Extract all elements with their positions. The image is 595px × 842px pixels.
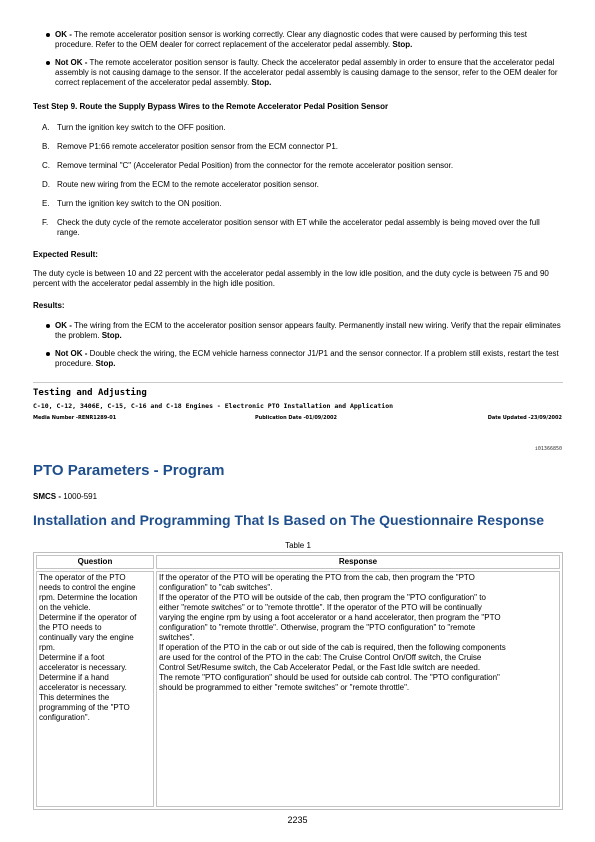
- step9-results-list: [44, 321, 564, 377]
- result-label: OK -: [55, 321, 72, 330]
- step-text: Turn the ignition key switch to the OFF position.: [57, 123, 226, 132]
- doc-title: C-10, C-12, 3406E, C-15, C-16 and C-18 Engines - Electronic PTO Installation and Application: [33, 402, 394, 410]
- date-updated: Date Updated -23/09/2002: [487, 415, 562, 421]
- table-row: [36, 571, 560, 807]
- text-line: Control Set/Resume switch, the Cab Accelerator Pedal, or the Fast Idle switch are needed.: [159, 663, 481, 672]
- result-text: The wiring from the ECM to the accelerator position sensor appears faulty. Permanently install new wiring. Verify that the repair eliminates the problem.: [55, 321, 561, 340]
- question-cell: [36, 571, 154, 807]
- result-stop: Stop.: [251, 78, 272, 87]
- text-line: the PTO needs to: [39, 623, 102, 632]
- text-line: The operator of the PTO: [39, 573, 126, 582]
- step-letter: B.: [42, 142, 50, 151]
- step-letter: A.: [42, 123, 50, 132]
- step-letter: C.: [42, 161, 50, 170]
- procedure-step: [42, 142, 564, 152]
- text-line: Determine if a hand: [39, 673, 109, 682]
- procedure-step: [42, 161, 564, 171]
- text-line: should be programmed to either "remote switches" or "remote throttle".: [159, 683, 410, 692]
- result-label: OK -: [55, 30, 72, 39]
- page-number: 2235: [287, 815, 308, 825]
- step-text: Remove P1:66 remote accelerator position sensor from the ECM connector P1.: [57, 142, 339, 151]
- questionnaire-table: [33, 552, 563, 810]
- step-text: Route new wiring from the ECM to the remote accelerator position sensor.: [57, 180, 319, 189]
- response-cell: [156, 571, 560, 807]
- result-stop: Stop.: [101, 331, 122, 340]
- text-line: varying the engine rpm by using a foot accelerator or a hand accelerator, then program the "PTO: [159, 613, 501, 622]
- smcs-value: 1000-591: [63, 492, 98, 501]
- table-caption: Table 1: [285, 541, 311, 550]
- column-header-response: Response: [156, 555, 560, 569]
- procedure-step: [42, 199, 564, 209]
- result-stop: Stop.: [95, 359, 116, 368]
- step9-procedure-list: [42, 123, 564, 247]
- text-line: configuration" to "remote throttle". Otherwise, program the "PTO configuration" to "remote: [159, 623, 476, 632]
- step-text: Remove terminal "C" (Accelerator Pedal Position) from the connector for the remote accelerator position sensor.: [57, 161, 454, 170]
- expected-result-heading: Expected Result:: [33, 250, 98, 259]
- result-ok: [44, 321, 564, 341]
- text-line: switches".: [159, 633, 195, 642]
- section-divider: [33, 382, 563, 383]
- result-ok: [44, 30, 564, 50]
- text-line: The remote "PTO configuration" should be used for outside cab control. The "PTO configuration": [159, 673, 500, 682]
- text-line: on the vehicle.: [39, 603, 91, 612]
- text-line: Determine if the operator of: [39, 613, 137, 622]
- results-heading: Results:: [33, 301, 65, 310]
- text-line: continually vary the engine: [39, 633, 134, 642]
- text-line: Determine if a foot: [39, 653, 105, 662]
- test-step-9-heading: Test Step 9. Route the Supply Bypass Wires to the Remote Accelerator Pedal Position Sensor: [33, 102, 389, 111]
- text-line: If the operator of the PTO will be outside of the cab, then program the "PTO configuration" to: [159, 593, 486, 602]
- result-text: Double check the wiring, the ECM vehicle harness connector J1/P1 and the sensor connector. If a problem still exists, restart the test procedure.: [55, 349, 559, 368]
- text-line: needs to control the engine: [39, 583, 136, 592]
- result-label: Not OK -: [55, 58, 88, 67]
- result-not-ok: [44, 58, 564, 88]
- page-title: PTO Parameters - Program: [33, 462, 225, 479]
- smcs-code: [33, 492, 97, 502]
- step8-results-list: [44, 30, 564, 96]
- result-text: The remote accelerator position sensor is faulty. Check the accelerator pedal assembly in order to ensure that the accelerator pedal assembly is not causing damage to the sensor. If the accelerator pedal assembly is causing damage to the sensor, refer to the OEM dealer for correct replacement of the accelerator pedal assembly.: [55, 58, 558, 87]
- result-stop: Stop.: [392, 40, 413, 49]
- text-line: If the operator of the PTO will be operating the PTO from the cab, then program the "PTO: [159, 573, 475, 582]
- result-text: The remote accelerator position sensor is working correctly. Clear any diagnostic codes that were caused by performing this test procedure. Refer to the OEM dealer for correct replacement of the accelerator pedal assembly.: [55, 30, 527, 49]
- text-line: This determines the: [39, 693, 110, 702]
- table-header-row: [36, 555, 560, 569]
- text-line: programming of the "PTO: [39, 703, 130, 712]
- text-line: rpm.: [39, 643, 55, 652]
- question-text: [39, 573, 151, 723]
- step-text: Turn the ignition key switch to the ON position.: [57, 199, 222, 208]
- procedure-step: [42, 123, 564, 133]
- text-line: configuration" to "cab switches".: [159, 583, 273, 592]
- text-line: are used for the control of the PTO in the cab: The Cruise Control On/Off switch, the Cruise: [159, 653, 482, 662]
- media-number: Media Number -RENR1289-01: [33, 415, 117, 421]
- text-line: configuration".: [39, 713, 90, 722]
- step-letter: F.: [42, 218, 49, 227]
- procedure-step: [42, 218, 564, 238]
- doc-category: Testing and Adjusting: [33, 388, 147, 398]
- text-line: rpm. Determine the location: [39, 593, 138, 602]
- step-letter: E.: [42, 199, 50, 208]
- publication-date: Publication Date -01/09/2002: [255, 415, 338, 421]
- section-subtitle: Installation and Programming That Is Based on The Questionnaire Response: [33, 512, 545, 528]
- result-label: Not OK -: [55, 349, 88, 358]
- step-letter: D.: [42, 180, 50, 189]
- response-text: [159, 573, 557, 693]
- document-id: i01366850: [534, 446, 562, 452]
- column-header-question: Question: [36, 555, 154, 569]
- smcs-label: SMCS -: [33, 492, 64, 501]
- text-line: If operation of the PTO in the cab or out side of the cab is required, then the following components: [159, 643, 506, 652]
- expected-result-text: The duty cycle is between 10 and 22 percent with the accelerator pedal assembly in the low idle position, and the duty cycle is between 75 and 90 percent with the accelerator pedal assembly in the high idle position.: [33, 269, 549, 288]
- result-not-ok: [44, 349, 564, 369]
- text-line: accelerator is necessary.: [39, 683, 127, 692]
- text-line: accelerator is necessary.: [39, 663, 127, 672]
- text-line: either "remote switches" or to "remote throttle". If the operator of the PTO will be continually: [159, 603, 482, 612]
- step-text: Check the duty cycle of the remote accelerator position sensor with ET while the accelerator pedal assembly is being moved over the full range.: [57, 218, 540, 237]
- procedure-step: [42, 180, 564, 190]
